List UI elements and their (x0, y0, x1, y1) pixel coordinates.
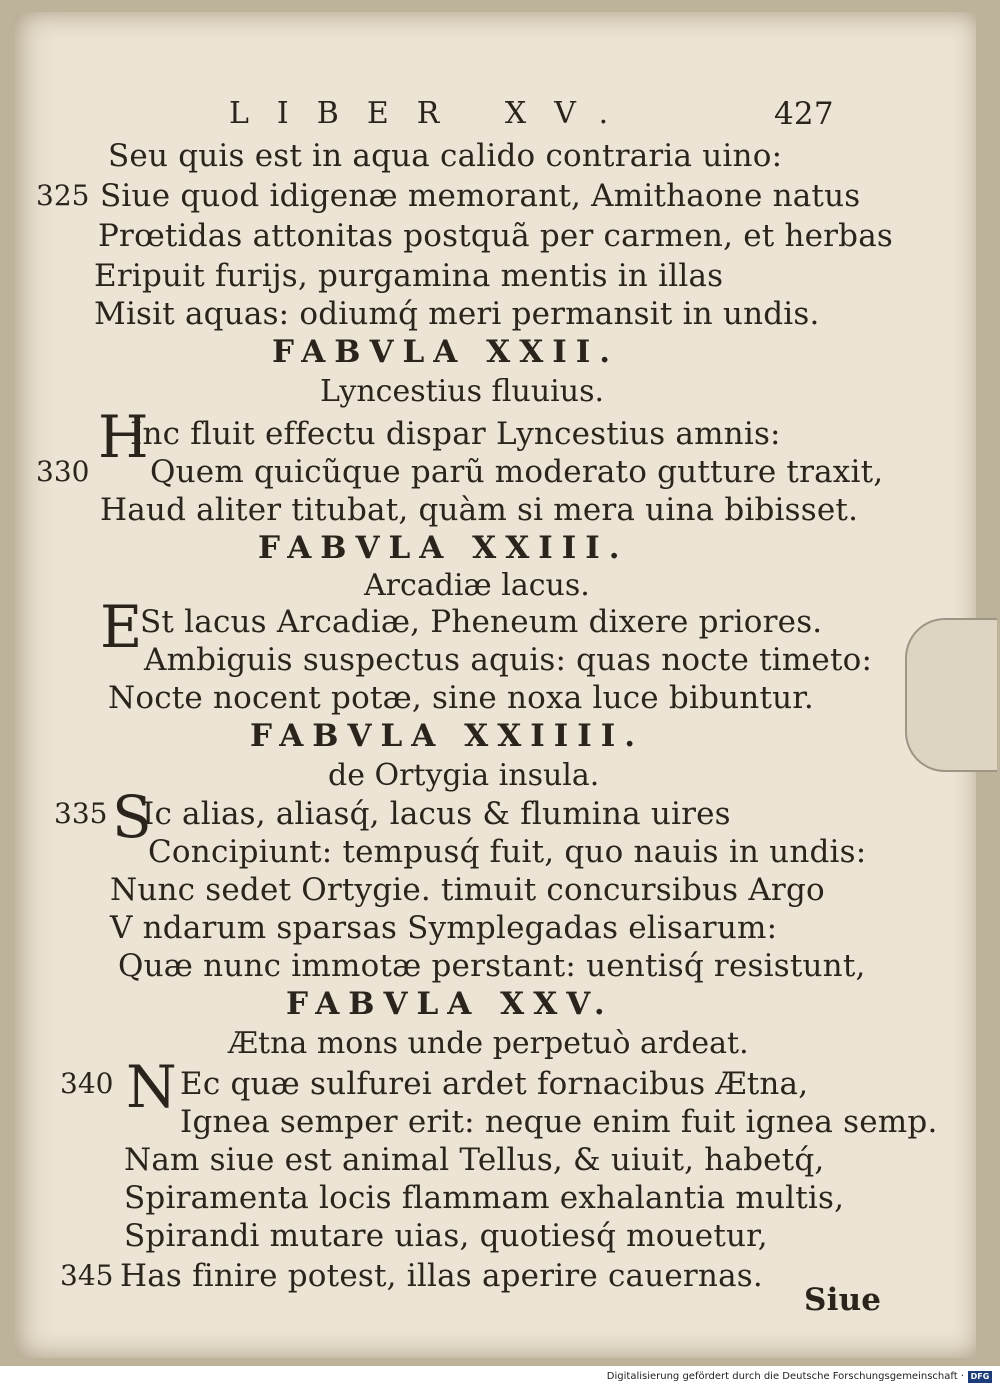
verse-line: Prœtidas attonitas postquã per carmen, et herbas (98, 218, 894, 254)
verse-line: Concipiunt: tempusq́ fuit, quo nauis in undis: (148, 834, 867, 870)
verse-line: V ndarum sparsas Symplegadas elisarum: (110, 910, 778, 946)
verse-line: Has finire potest, illas aperire cauernas. (120, 1258, 763, 1294)
verse-line: Ignea semper erit: neque enim fuit ignea semp. (180, 1104, 938, 1140)
verse-line: Nunc sedet Ortygie. timuit concursibus Argo (110, 872, 825, 908)
footer-credit: Digitalisierung gefördert durch die Deutsche Forschungsgemeinschaft · (606, 1371, 964, 1382)
fable-subtitle: Arcadiæ lacus. (364, 568, 590, 603)
line-number: 330 (36, 455, 90, 488)
verse-line: Ec quæ sulfurei ardet fornacibus Ætna, (180, 1066, 809, 1102)
fable-subtitle: Lyncestius fluuius. (320, 374, 605, 409)
initial-letter: E (100, 593, 143, 661)
fable-heading: FABVLA XXII. (272, 334, 620, 370)
fable-subtitle: Ætna mons unde perpetuò ardeat. (228, 1026, 749, 1061)
fable-heading: FABVLA XXIIII. (250, 718, 645, 754)
verse-line: Ambiguis suspectus aquis: quas nocte timeto: (144, 642, 873, 678)
line-number: 340 (60, 1067, 114, 1100)
digitization-footer (0, 1366, 1000, 1387)
fable-heading: FABVLA XXV. (286, 986, 614, 1022)
line-number: 345 (60, 1259, 114, 1292)
initial-letter: S (112, 783, 152, 851)
book-page (14, 12, 976, 1358)
verse-line: Misit aquas: odiumq́ meri permansit in undis. (94, 296, 820, 332)
verse-line: St lacus Arcadiæ, Pheneum dixere priores. (140, 604, 823, 640)
line-number: 325 (36, 179, 90, 212)
verse-line: Nocte nocent potæ, sine noxa luce bibuntur. (108, 680, 814, 716)
verse-line: Quæ nunc immotæ perstant: uentisq́ resistunt, (118, 948, 866, 984)
verse-line: Eripuit furijs, purgamina mentis in illas (94, 258, 724, 294)
verse-line: Spiramenta locis flammam exhalantia multis, (124, 1180, 845, 1216)
fable-subtitle: de Ortygia insula. (328, 758, 600, 793)
verse-line: Spirandi mutare uias, quotiesq́ mouetur, (124, 1218, 768, 1254)
line-number: 335 (54, 797, 108, 830)
verse-line: Ic alias, aliasq́, lacus & flumina uires (142, 796, 731, 832)
verse-line: Nam siue est animal Tellus, & uiuit, habetq́, (124, 1142, 825, 1178)
verse-line: Siue quod idigenæ memorant, Amithaone natus (100, 178, 861, 214)
verse-line: Quem quicũque parũ moderato gutture traxit, (150, 454, 884, 490)
initial-letter: N (126, 1053, 177, 1121)
fable-heading: FABVLA XXIII. (258, 530, 629, 566)
running-head: LIBER XV. (229, 96, 637, 131)
page-tab-notch (905, 618, 997, 772)
dfg-logo-icon: DFG (968, 1371, 992, 1383)
verse-line: Seu quis est in aqua calido contraria uino: (108, 138, 783, 174)
catchword: Siue (804, 1282, 882, 1318)
verse-line: Inc fluit effectu dispar Lyncestius amnis: (130, 416, 781, 452)
initial-letter: H (98, 403, 149, 471)
verse-line: Haud aliter titubat, quàm si mera uina bibisset. (100, 492, 859, 528)
page-number: 427 (774, 96, 834, 132)
